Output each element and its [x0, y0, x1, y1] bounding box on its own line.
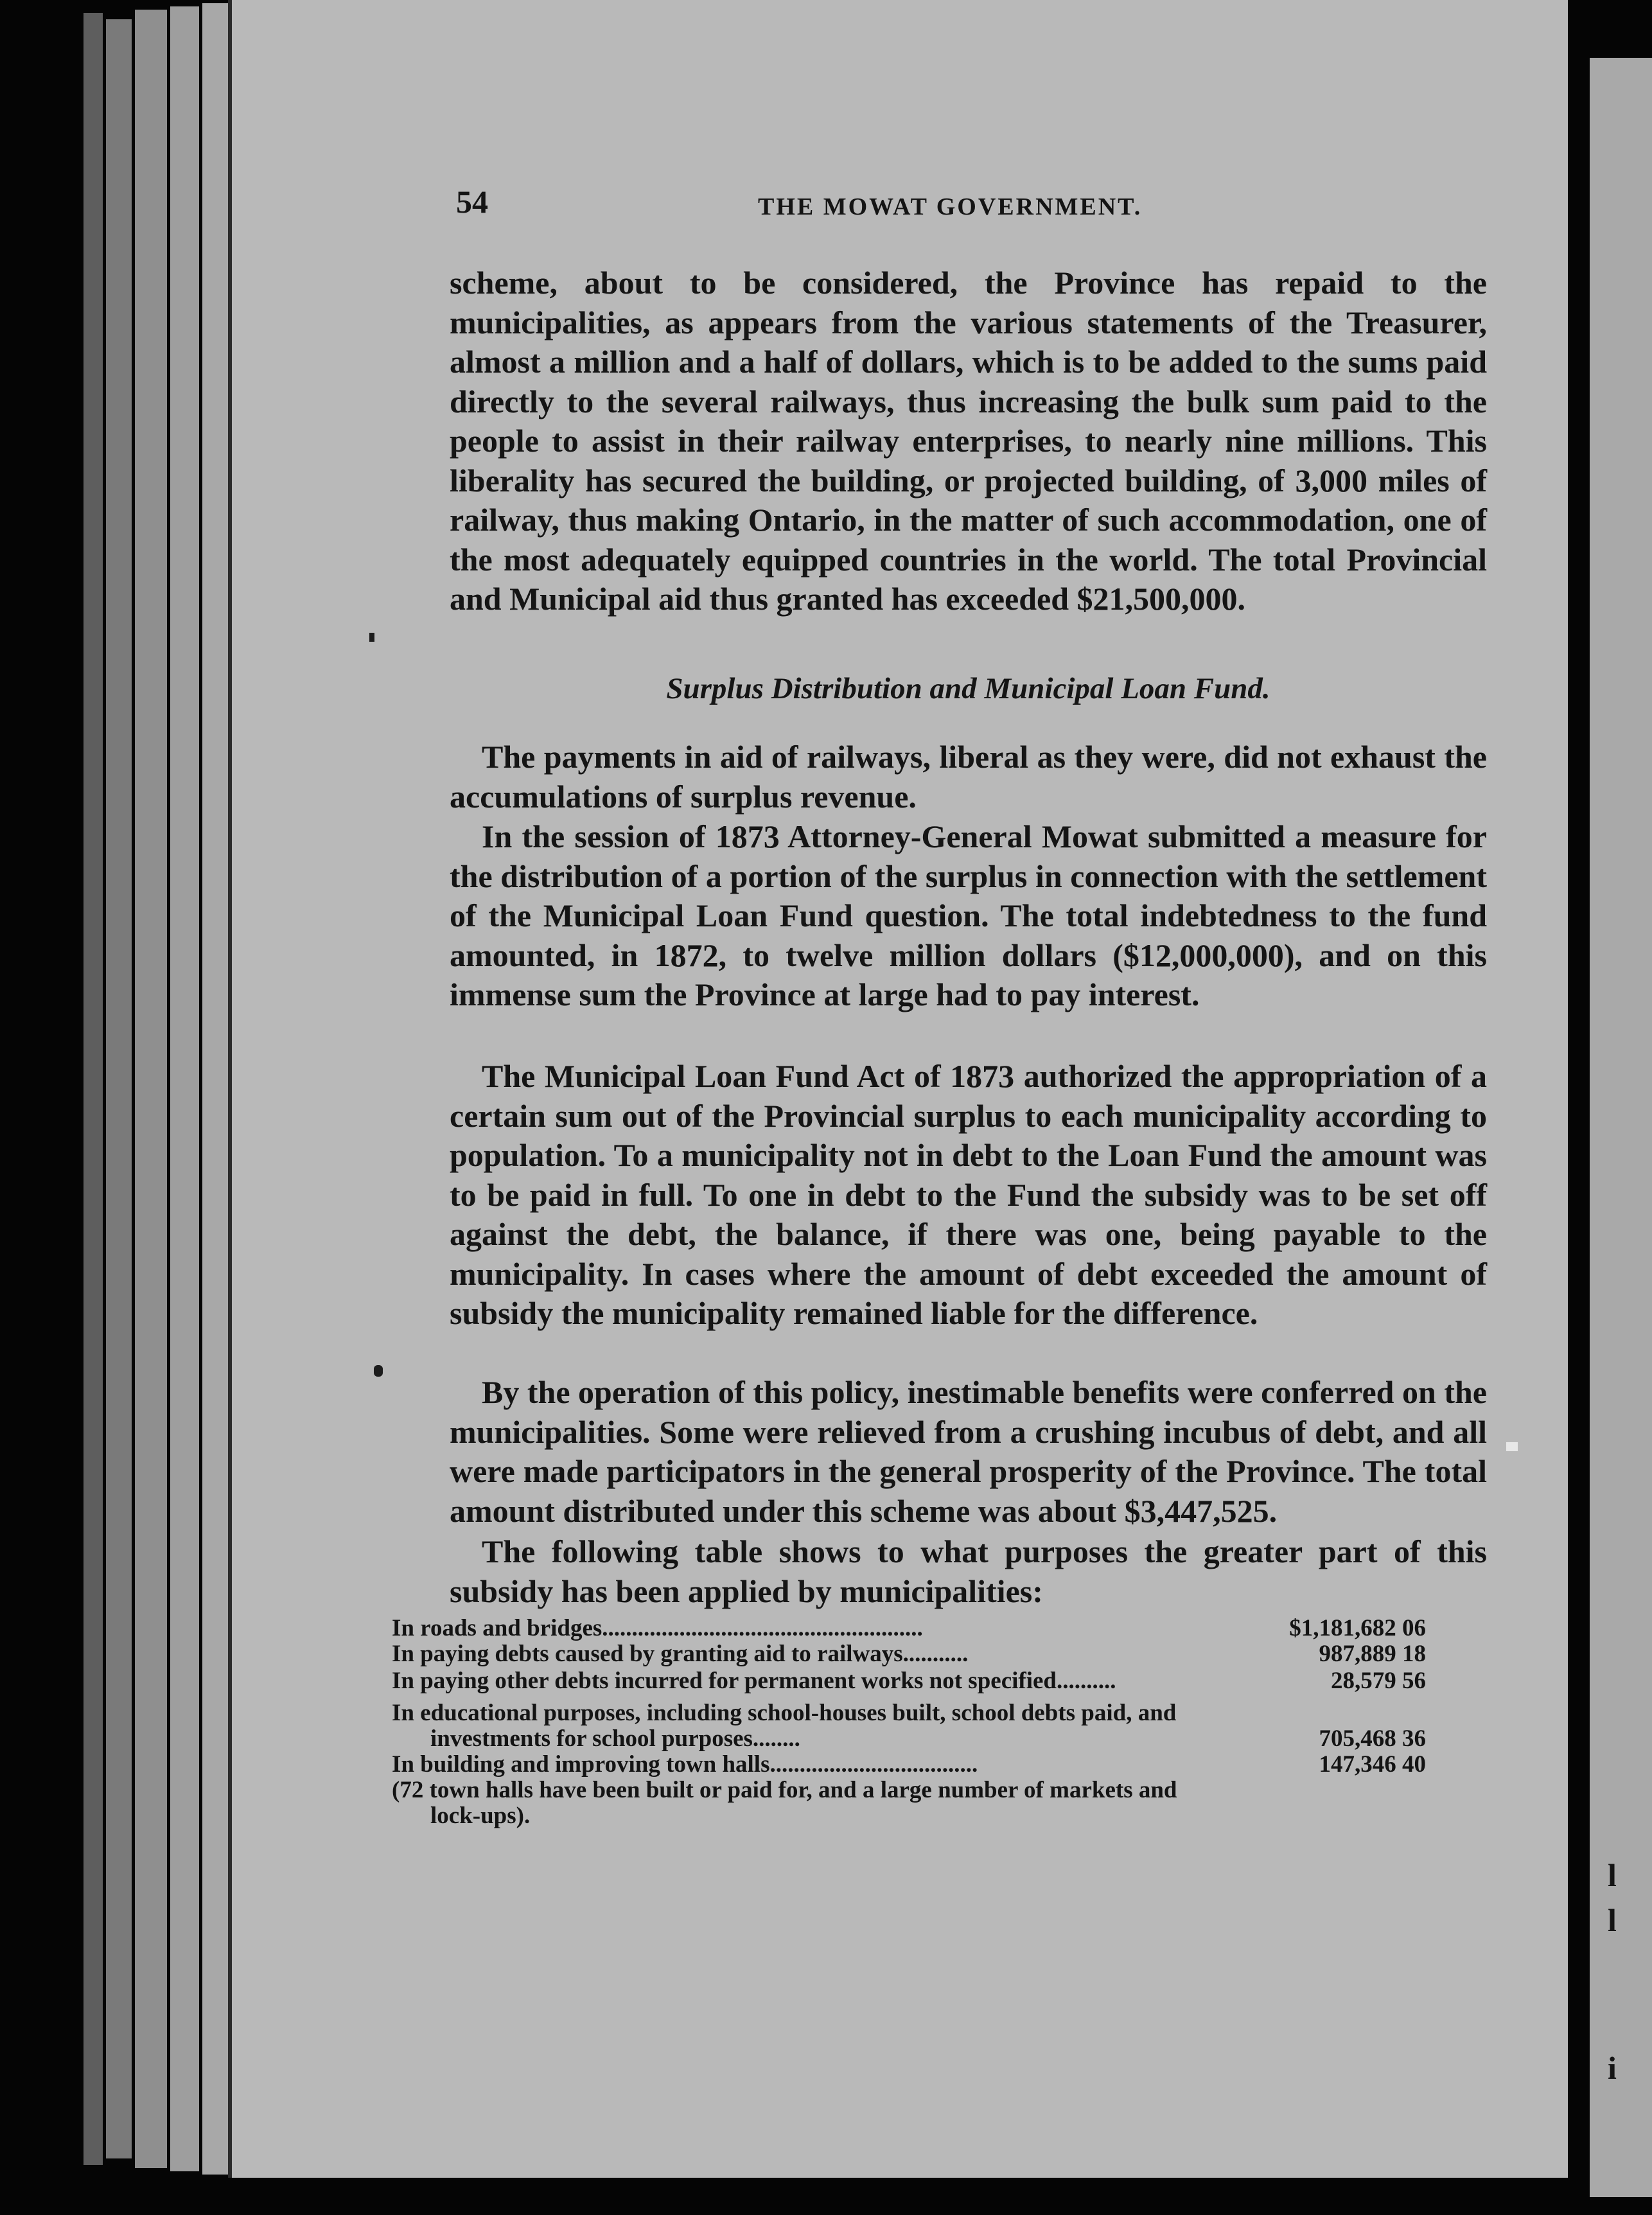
page-edge: [83, 13, 103, 2165]
paragraph: By the operation of this policy, inestimable benefits were conferred on the municipalities. Some were relieved from a crushing incubus of debt, and all were made participators in the general prosperity of the Province. The total amount distributed under this scheme was about $3,447,525.: [450, 1374, 1487, 1529]
table-row-amount: 147,346 40: [1319, 1751, 1426, 1778]
table-row: [392, 1752, 1426, 1778]
table-row-amount: $1,181,682 06: [1289, 1615, 1426, 1641]
scan-speck: [1506, 1442, 1518, 1451]
subsidy-table: [392, 1616, 1426, 1829]
paragraph: The Municipal Loan Fund Act of 1873 authorized the appropriation of a certain sum out of the Provincial surplus to each municipality according to population. To a municipality not in debt to the Loan Fund the amount was to be paid in full. To one in debt to the Fund the subsidy was to be set off against the debt, the balance, if there was one, being payable to the municipality. In cases where the amount of debt exceeded the amount of subsidy the municipality remained liable for the difference.: [450, 1058, 1487, 1331]
table-row-amount: 987,889 18: [1319, 1641, 1426, 1667]
table-row-amount: 705,468 36: [1319, 1725, 1426, 1752]
table-row: [392, 1700, 1426, 1752]
scan-speck: [369, 633, 374, 642]
paragraph: scheme, about to be considered, the Province has repaid to the municipalities, as appears from the various statements of the Treasurer, almost a million and a half of dollars, which is to be added to the sums paid directly to the several railways, thus increasing the bulk sum paid to the people to assist in their railway enterprises, to nearly nine millions. This liberality has secured the building, or projected building, of 3,000 miles of railway, thus making Ontario, in the matter of such accommodation, one of the most adequately equipped countries in the world. The total Provincial and Municipal aid thus granted has exceeded $21,500,000.: [450, 265, 1487, 617]
table-row: [392, 1778, 1426, 1829]
facing-page-fragment: i: [1608, 2050, 1617, 2086]
table-row-description: (72 town halls have been built or paid for, and a large number of markets and lock-ups).: [392, 1778, 1177, 1829]
table-row-amount: 28,579 56: [1331, 1668, 1426, 1694]
table-row-description: In paying debts caused by granting aid to railways...........: [392, 1641, 969, 1667]
table-row-description: In roads and bridges......................................................: [392, 1616, 923, 1641]
page-number: 54: [456, 184, 488, 220]
table-row: [392, 1616, 1426, 1641]
page-edge: [135, 10, 167, 2168]
table-row: [392, 1641, 1426, 1667]
scan-speck: [374, 1365, 383, 1377]
table-row: [392, 1668, 1426, 1694]
paragraph: The payments in aid of railways, liberal as they were, did not exhaust the accumulations of surplus revenue.: [450, 739, 1487, 815]
running-head: THE MOWAT GOVERNMENT.: [758, 193, 1143, 220]
table-row-description: In educational purposes, including school-houses built, school debts paid, and investments for school purposes........: [392, 1700, 1177, 1752]
facing-page-fragment: l: [1608, 1902, 1617, 1938]
page-edge: [170, 6, 199, 2171]
page-edge: [202, 3, 228, 2175]
page-edge: [106, 19, 132, 2158]
facing-page-fragment: l: [1608, 1857, 1617, 1893]
table-row-description: In paying other debts incurred for permanent works not specified..........: [392, 1668, 1116, 1694]
section-title: Surplus Distribution and Municipal Loan Fund.: [666, 672, 1270, 705]
paragraph: The following table shows to what purposes the greater part of this subsidy has been applied by municipalities:: [450, 1533, 1487, 1609]
facing-page-edge: [1590, 58, 1652, 2197]
paragraph: In the session of 1873 Attorney-General Mowat submitted a measure for the distribution of a portion of the surplus in connection with the settlement of the Municipal Loan Fund question. The total indebtedness to the fund amounted, in 1872, to twelve million dollars ($12,000,000), and on this immense sum the Province at large had to pay interest.: [450, 818, 1487, 1012]
page-header: [450, 183, 1487, 228]
table-row-description: In building and improving town halls...................................: [392, 1752, 978, 1778]
